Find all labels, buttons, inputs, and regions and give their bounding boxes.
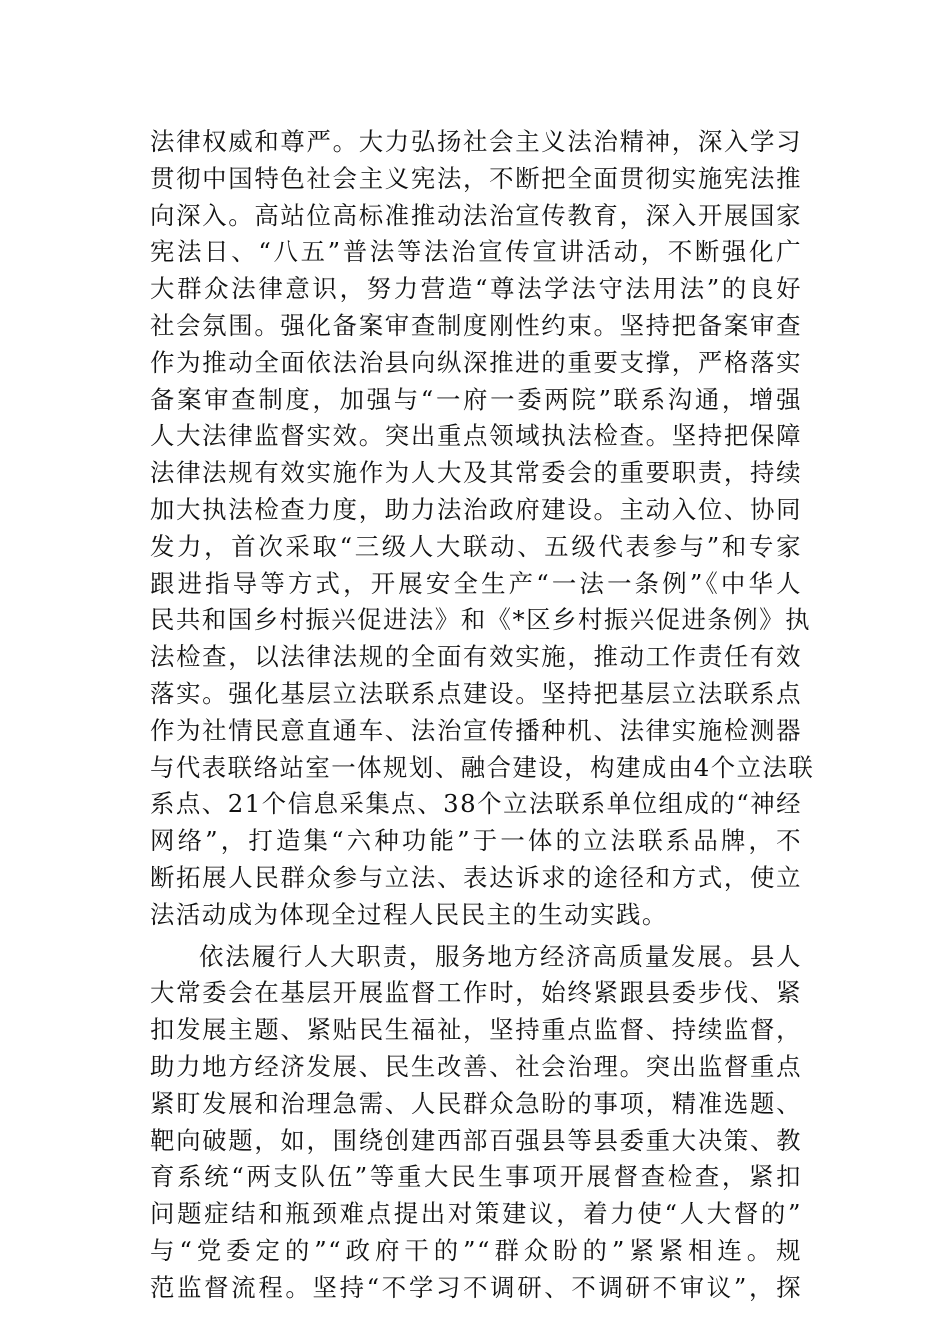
text-line: 大群众法律意识，努力营造“尊法学法守法用法”的良好: [150, 274, 802, 304]
text-line: 社会氛围。强化备案审查制度刚性约束。坚持把备案审查: [150, 310, 802, 340]
text-line: 系点、21个信息采集点、38个立法联系单位组成的“神经: [150, 789, 802, 819]
text-line: 加大执法检查力度，助力法治政府建设。主动入位、协同: [150, 494, 802, 524]
text-line: 助力地方经济发展、民生改善、社会治理。突出监督重点: [150, 1051, 802, 1081]
text-line: 靶向破题，如，围绕创建西部百强县等县委重大决策、教: [150, 1125, 802, 1155]
text-line: 与“党委定的”“政府干的”“群众盼的”紧紧相连。规: [150, 1235, 802, 1265]
text-line: 紧盯发展和治理急需、人民群众急盼的事项，精准选题、: [150, 1088, 802, 1118]
paragraph-1: [150, 124, 815, 934]
text-line: 贯彻中国特色社会主义宪法，不断把全面贯彻实施宪法推: [150, 163, 802, 193]
text-line: 育系统“两支队伍”等重大民生事项开展督查检查，紧扣: [150, 1162, 802, 1192]
body-text: [150, 124, 815, 1307]
text-line: 网络”，打造集“六种功能”于一体的立法联系品牌，不: [150, 826, 802, 856]
text-line: 与代表联络站室一体规划、融合建设，构建成由4个立法联: [150, 752, 815, 782]
text-line: 法活动成为体现全过程人民民主的生动实践。: [150, 899, 668, 929]
text-line: 问题症结和瓶颈难点提出对策建议，着力使“人大督的”: [150, 1199, 802, 1229]
text-line: 作为推动全面依法治县向纵深推进的重要支撑，严格落实: [150, 347, 802, 377]
text-line: 依法履行人大职责，服务地方经济高质量发展。县人: [199, 941, 802, 971]
text-line: 人大法律监督实效。突出重点领域执法检查。坚持把保障: [150, 421, 802, 451]
text-line: 法检查，以法律法规的全面有效实施，推动工作责任有效: [150, 642, 802, 672]
text-line: 发力，首次采取“三级人大联动、五级代表参与”和专家: [150, 531, 802, 561]
text-line: 大常委会在基层开展监督工作时，始终紧跟县委步伐、紧: [150, 978, 802, 1008]
paragraph-2: [150, 939, 802, 1307]
text-line: 作为社情民意直通车、法治宣传播种机、法律实施检测器: [150, 715, 802, 745]
text-line: 法律权威和尊严。大力弘扬社会主义法治精神，深入学习: [150, 127, 802, 156]
text-line: 民共和国乡村振兴促进法》和《*区乡村振兴促进条例》执: [150, 605, 811, 635]
text-line: 备案审查制度，加强与“一府一委两院”联系沟通，增强: [150, 384, 802, 414]
text-line: 宪法日、“八五”普法等法治宣传宣讲活动，不断强化广: [150, 237, 802, 267]
text-line: 跟进指导等方式，开展安全生产“一法一条例”《中华人: [150, 568, 802, 598]
text-line: 落实。强化基层立法联系点建设。坚持把基层立法联系点: [150, 678, 802, 708]
text-line: 范监督流程。坚持“不学习不调研、不调研不审议”，探: [150, 1272, 802, 1302]
text-line: 向深入。高站位高标准推动法治宣传教育，深入开展国家: [150, 200, 802, 230]
text-line: 法律法规有效实施作为人大及其常委会的重要职责，持续: [150, 458, 802, 488]
text-line: 断拓展人民群众参与立法、表达诉求的途径和方式，使立: [150, 862, 802, 892]
text-line: 扣发展主题、紧贴民生福祉，坚持重点监督、持续监督，: [150, 1015, 802, 1045]
